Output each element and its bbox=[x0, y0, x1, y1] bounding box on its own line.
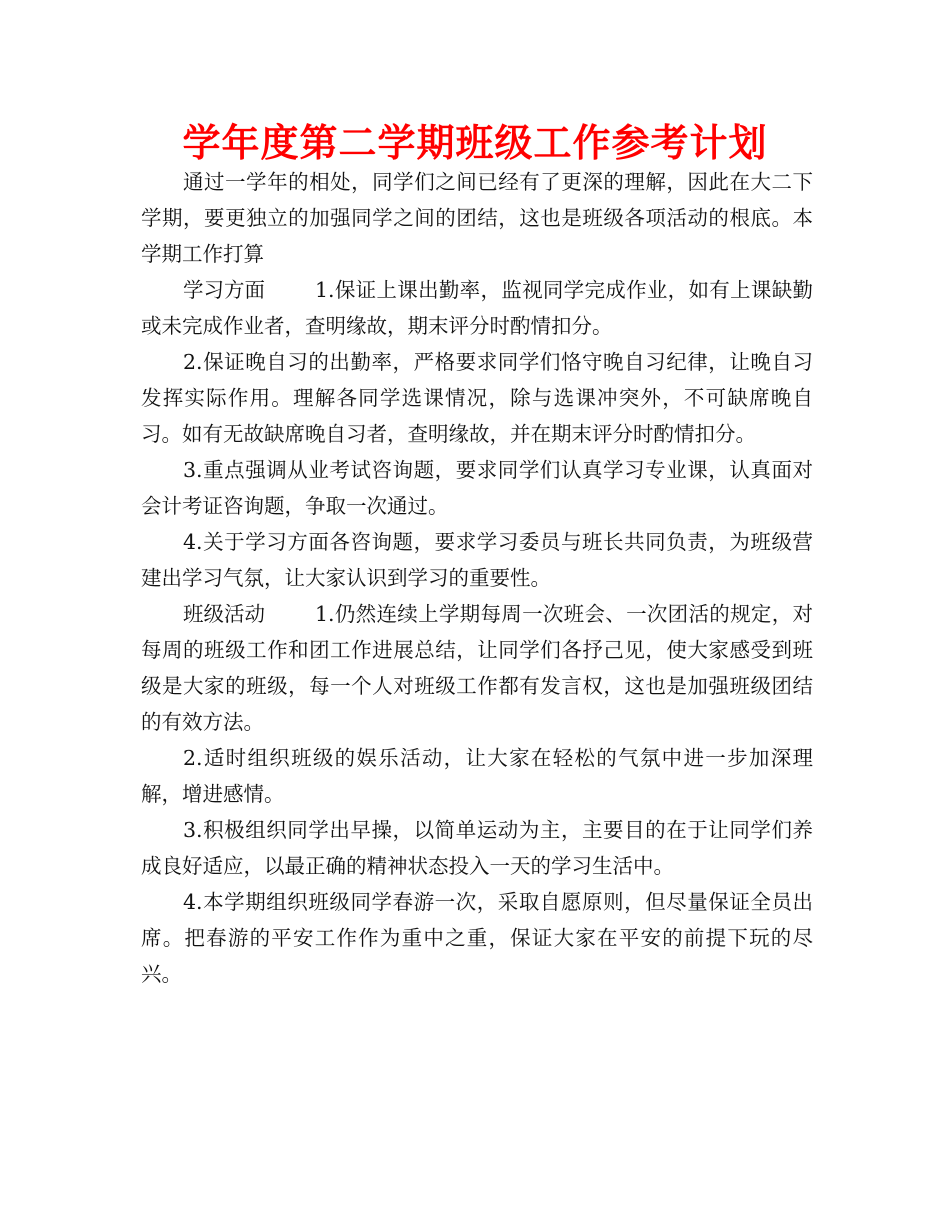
class-activities-first-paragraph bbox=[141, 596, 813, 740]
activity-item-4: 4.本学期组织班级同学春游一次，采取自愿原则，但尽量保证全员出席。把春游的平安工作作为重中之重，保证大家在平安的前提下玩的尽兴。 bbox=[141, 890, 813, 986]
study-item-4: 4.关于学习方面各咨询题，要求学习委员与班长共同负责，为班级营建出学习气氛，让大家认识到学习的重要性。 bbox=[141, 530, 813, 590]
activity-item-2: 2.适时组织班级的娱乐活动，让大家在轻松的气氛中进一步加深理解，增进感情。 bbox=[141, 746, 813, 806]
study-section-heading: 学习方面 bbox=[183, 278, 265, 302]
study-item-3: 3.重点强调从业考试咨询题，要求同学们认真学习专业课，认真面对会计考证咨询题，争取一次通过。 bbox=[141, 458, 813, 518]
document-title: 学年度第二学期班级工作参考计划 bbox=[182, 121, 768, 165]
activity-item-1: 1.仍然连续上学期每周一次班会、一次团活的规定，对每周的班级工作和团工作进展总结，让同学们各抒己见，使大家感受到班级是大家的班级，每一个人对班级工作都有发言权，这也是加强班级团结的有效方法。 bbox=[141, 602, 813, 734]
document-body bbox=[141, 164, 813, 992]
class-activities-heading: 班级活动 bbox=[183, 602, 265, 626]
study-section-first-paragraph bbox=[141, 272, 813, 344]
activity-item-3: 3.积极组织同学出早操，以简单运动为主，主要目的在于让同学们养成良好适应，以最正确的精神状态投入一天的学习生活中。 bbox=[141, 818, 813, 878]
study-item-1: 1.保证上课出勤率，监视同学完成作业，如有上课缺勤或未完成作业者，查明缘故，期末评分时酌情扣分。 bbox=[141, 278, 813, 338]
study-item-2: 2.保证晚自习的出勤率，严格要求同学们恪守晚自习纪律，让晚自习发挥实际作用。理解各同学选课情况，除与选课冲突外，不可缺席晚自习。如有无故缺席晚自习者，查明缘故，并在期末评分时酌情扣分。 bbox=[141, 350, 813, 446]
intro-paragraph: 通过一学年的相处，同学们之间已经有了更深的理解，因此在大二下学期，要更独立的加强同学之间的团结，这也是班级各项活动的根底。本学期工作打算 bbox=[141, 170, 813, 266]
